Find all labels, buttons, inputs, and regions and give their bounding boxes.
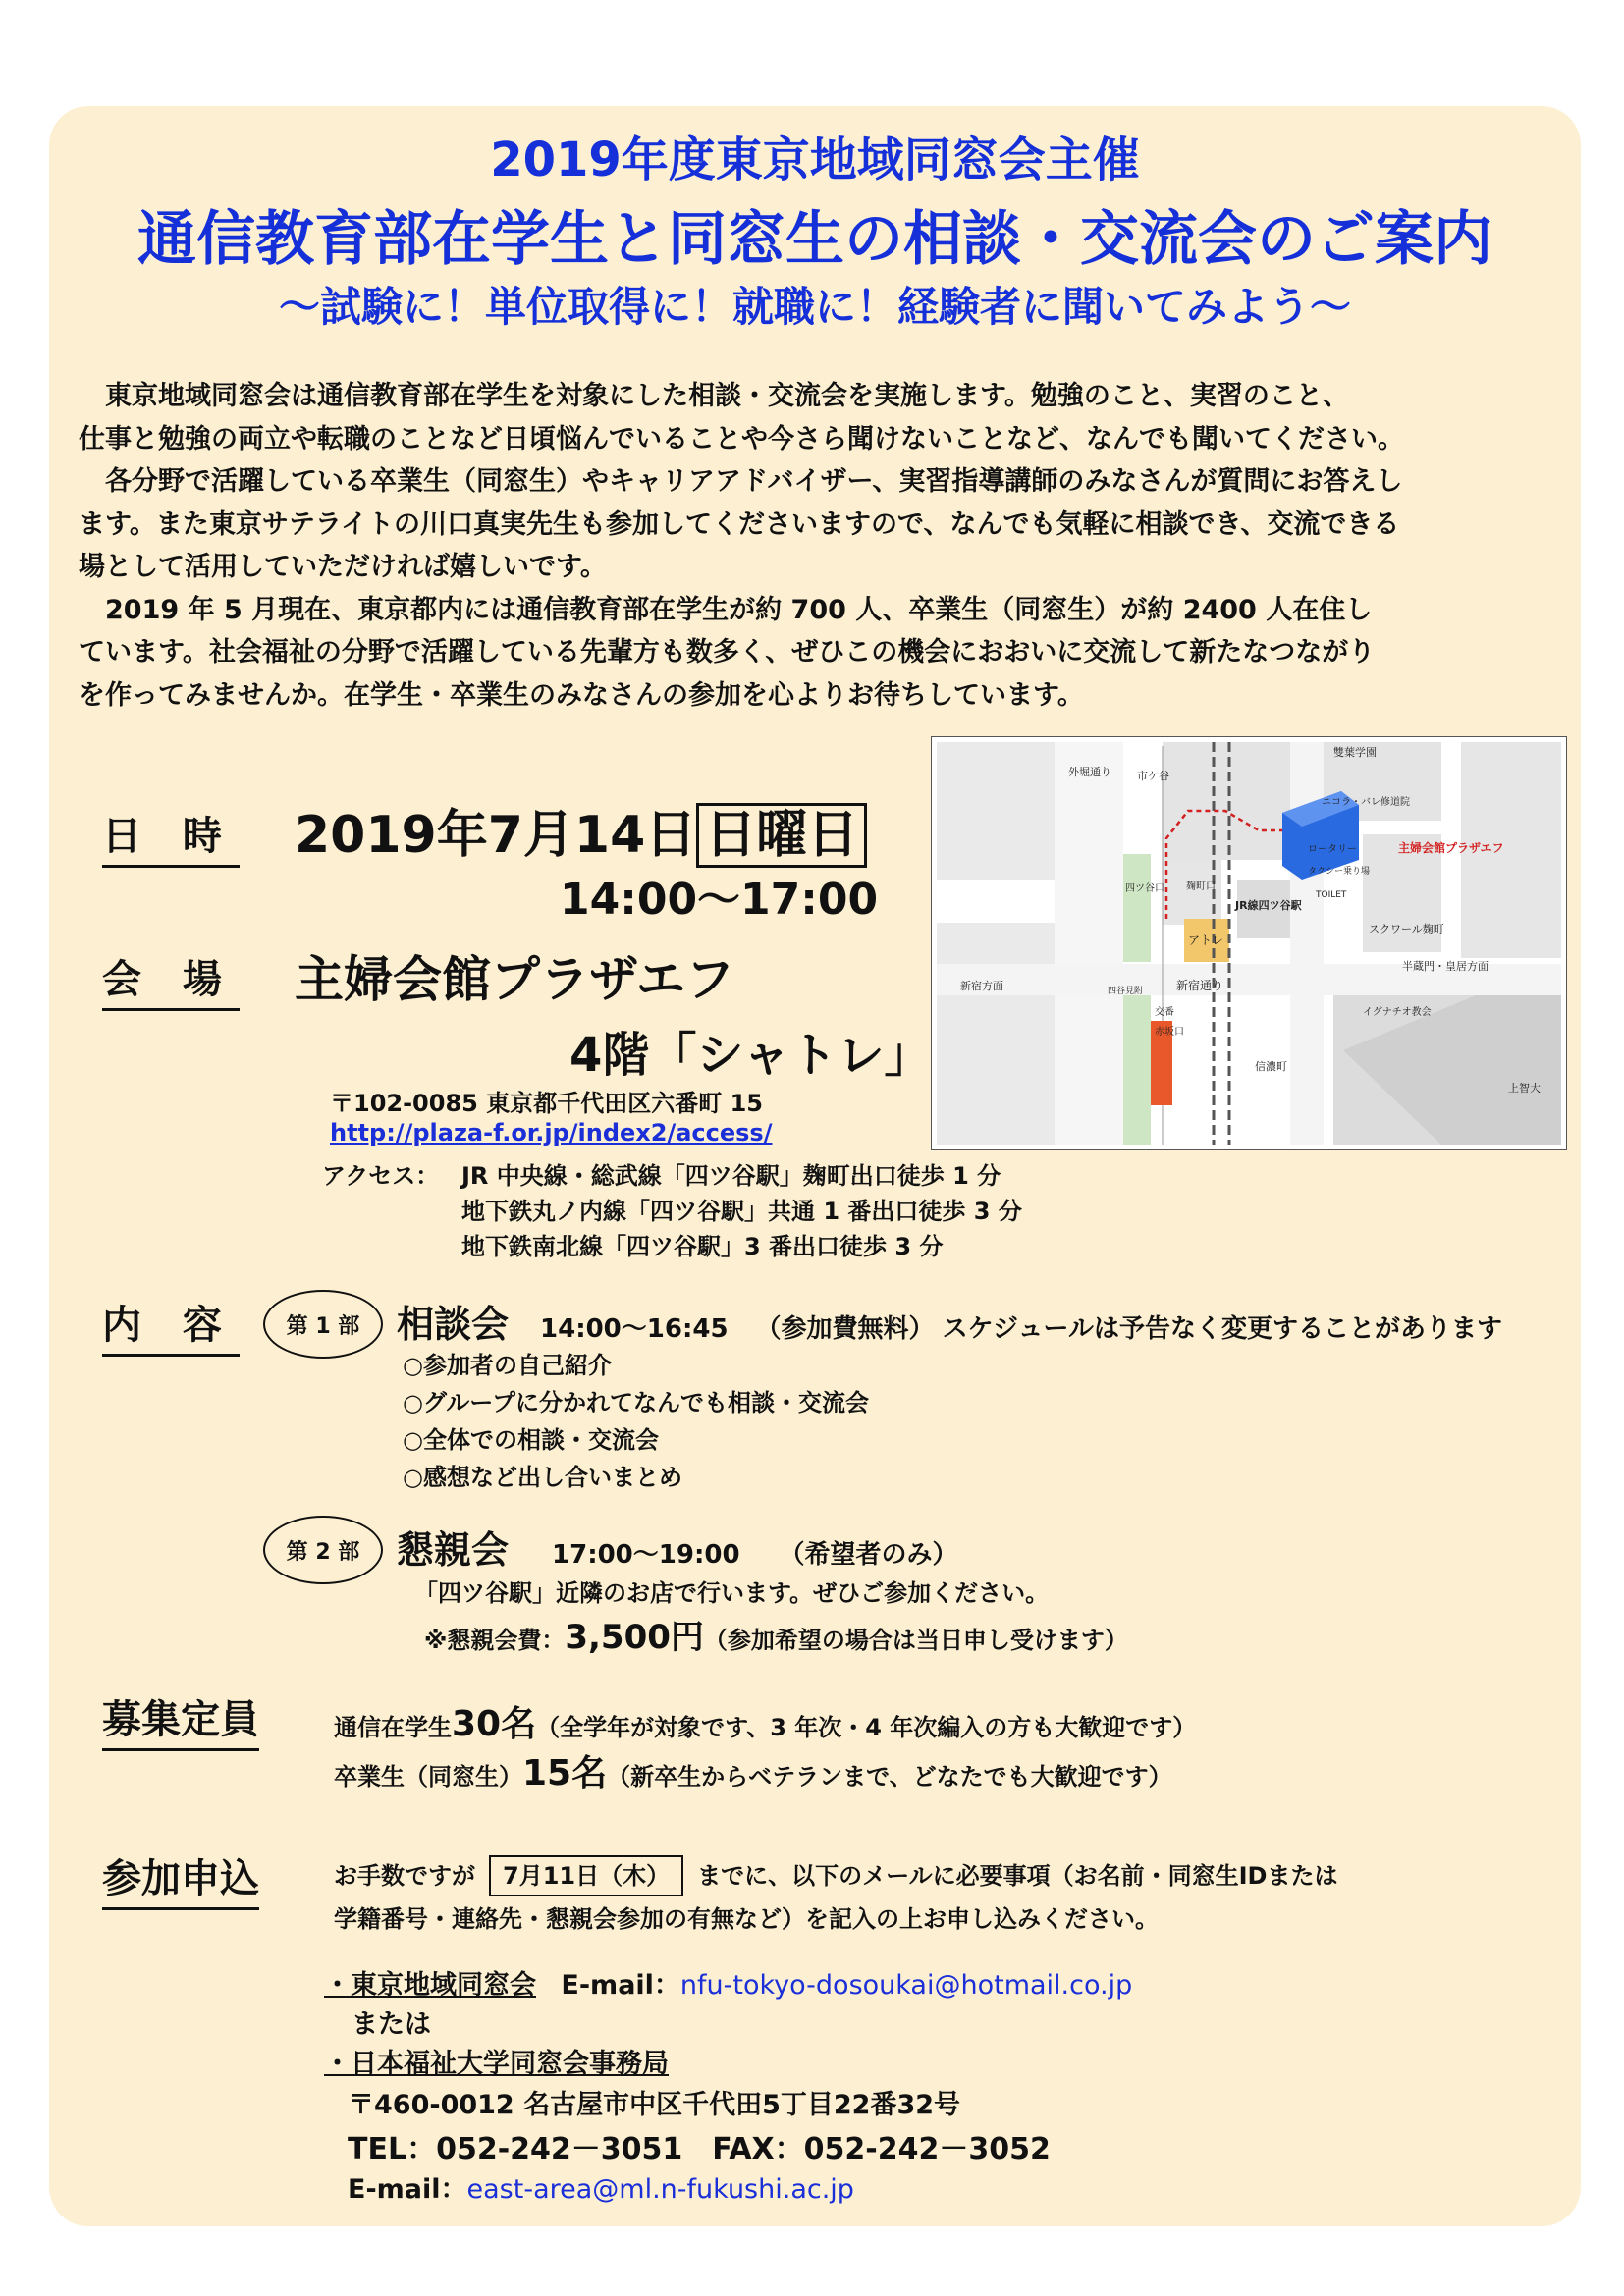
- contact2-address: 〒460-0012 名古屋市中区千代田5丁目22番32号: [348, 2090, 961, 2120]
- event-weekday: 日曜日: [696, 803, 867, 868]
- intro-line: 東京地域同窓会は通信教育部在学生を対象にした相談・交流会を実施します。勉強のこと、実習のこと、: [79, 381, 1349, 411]
- list-item: ○感想など出し合いまとめ: [403, 1464, 682, 1491]
- list-item: ○全体での相談・交流会: [403, 1426, 659, 1454]
- part2-title: 懇親会: [397, 1528, 510, 1572]
- map-label: 交番: [1155, 1007, 1174, 1018]
- flyer-title-main: 通信教育部在学生と同窓生の相談・交流会のご案内: [137, 205, 1492, 274]
- map-label: 四ツ谷口: [1125, 883, 1164, 894]
- map-label: 麹町口: [1186, 881, 1216, 892]
- map-label: ロータリー: [1308, 844, 1357, 855]
- venue-address: 〒102-0085 東京都千代田区六番町 15: [330, 1090, 763, 1117]
- map-label: 半蔵門・皇居方面: [1402, 960, 1489, 973]
- access-line: 地下鉄南北線「四ツ谷駅」3 番出口徒歩 3 分: [461, 1233, 944, 1260]
- contact2-email-label: E-mail：: [348, 2174, 467, 2205]
- application-line1: [334, 1855, 1337, 1896]
- list-item: ○グループに分かれてなんでも相談・交流会: [403, 1389, 870, 1416]
- part1-header: [397, 1294, 1502, 1348]
- capacity-students: [334, 1696, 1196, 1746]
- part1-fee: （参加費無料）: [755, 1314, 935, 1344]
- venue-url-link[interactable]: http://plaza-f.or.jp/index2/access/: [330, 1119, 773, 1147]
- intro-paragraph: [79, 375, 1532, 717]
- contact1-name: ・東京地域同窓会: [324, 1970, 536, 2001]
- capacity-alumni-num: 15名: [522, 1753, 608, 1793]
- content-heading: 内 容: [102, 1294, 240, 1357]
- application-prefix: お手数ですが: [334, 1862, 475, 1890]
- part2-fee-suffix: （参加希望の場合は当日申し受けます）: [703, 1627, 1128, 1654]
- map-label: JR線四ツ谷駅: [1235, 899, 1302, 912]
- part2-fee-amount: 3,500円: [565, 1618, 704, 1657]
- part2-time: 17:00～19:00: [552, 1540, 740, 1570]
- map-label: スクワール麹町: [1369, 923, 1444, 935]
- map-label: 外堀通り: [1068, 766, 1111, 778]
- part2-header: [397, 1520, 958, 1574]
- map-label: 上智大: [1508, 1082, 1541, 1095]
- contact1: [324, 1963, 1132, 2002]
- map-label: ニコラ・バレ修道院: [1322, 797, 1410, 808]
- capacity-students-suffix: （全学年が対象です、3 年次・4 年次編入の方も大歓迎です）: [536, 1714, 1197, 1741]
- contact2-phone-fax: TEL：052-242－3051 FAX：052-242－3052: [348, 2132, 1051, 2166]
- map-label: タクシー乗り場: [1308, 867, 1371, 877]
- part1-time: 14:00～16:45: [540, 1314, 729, 1344]
- map-label: TOILET: [1316, 890, 1347, 900]
- datetime-heading: 日 時: [102, 805, 240, 868]
- venue-heading: 会 場: [102, 948, 240, 1011]
- map-label-plaza: 主婦会館プラザエフ: [1398, 841, 1504, 855]
- capacity-students-prefix: 通信在学生: [334, 1714, 452, 1741]
- list-item: ○参加者の自己紹介: [403, 1352, 612, 1379]
- contact2-email-link[interactable]: east-area@ml.n-fukushi.ac.jp: [466, 2174, 854, 2205]
- contact1-email-label: E-mail：: [561, 1970, 680, 2001]
- event-date: [295, 793, 867, 867]
- map-label: 新宿方面: [960, 980, 1003, 992]
- map-label: 市ケ谷: [1137, 770, 1169, 782]
- capacity-alumni: [334, 1745, 1172, 1795]
- part2-fee-prefix: ※懇親会費：: [424, 1627, 566, 1654]
- access-line: 地下鉄丸ノ内線「四ツ谷駅」共通 1 番出口徒歩 3 分: [461, 1198, 1022, 1225]
- capacity-students-num: 30名: [452, 1704, 537, 1744]
- flyer-subtitle: ～試験に！単位取得に！就職に！経験者に聞いてみよう～: [278, 283, 1351, 331]
- event-time: 14:00～17:00: [560, 875, 879, 925]
- map-label: 四谷見附: [1108, 987, 1144, 996]
- contact1-email-link[interactable]: nfu-tokyo-dosoukai@hotmail.co.jp: [679, 1970, 1133, 2001]
- part1-note: スケジュールは予告なく変更することがあります: [942, 1314, 1503, 1344]
- part1-list: [403, 1347, 869, 1496]
- intro-line: 各分野で活躍している卒業生（同窓生）やキャリアアドバイザー、実習指導講師のみなさんが質問にお答えし: [79, 466, 1403, 497]
- contact-or: または: [352, 2009, 431, 2040]
- capacity-alumni-prefix: 卒業生（同窓生）: [334, 1763, 522, 1790]
- intro-line: ます。また東京サテライトの川口真実先生も参加してくださいますので、なんでも気軽に相談でき、交流できる: [79, 508, 1400, 540]
- map-label: 雙葉学園: [1333, 746, 1377, 759]
- venue-room: 4階「シャトレ」: [569, 1028, 932, 1083]
- intro-line: 場として活用していただければ嬉しいです。: [79, 552, 607, 582]
- map-label: 赤坂口: [1155, 1027, 1184, 1038]
- part2-badge: 第 2 部: [263, 1516, 383, 1584]
- contact2-email: [348, 2167, 854, 2206]
- application-suffix: までに、以下のメールに必要事項（お名前・同窓生IDまたは: [697, 1862, 1338, 1890]
- access-label: アクセス：: [322, 1162, 440, 1190]
- part1-badge: 第 1 部: [263, 1290, 383, 1359]
- map-label: アトレ: [1188, 934, 1224, 947]
- application-line2: 学籍番号・連絡先・懇親会参加の有無など）を記入の上お申し込みください。: [334, 1905, 1159, 1933]
- application-deadline: 7月11日（木）: [489, 1855, 683, 1896]
- part2-note: （希望者のみ）: [779, 1540, 958, 1570]
- intro-line: ています。社会福祉の分野で活躍している先輩方も数多く、ぜひこの機会におおいに交流して新たなつながり: [79, 637, 1376, 667]
- part2-fee: [424, 1610, 1128, 1659]
- capacity-alumni-suffix: （新卒生からベテランまで、どなたでも大歓迎です）: [607, 1763, 1172, 1790]
- intro-line: を作ってみませんか。在学生・卒業生のみなさんの参加を心よりお待ちしています。: [79, 679, 1084, 711]
- event-date-text: 2019年7月14日: [295, 806, 697, 865]
- intro-line: 仕事と勉強の両立や転職のことなど日頃悩んでいることや今さら聞けないことなど、なんでも聞いてください。: [79, 423, 1404, 454]
- part1-title: 相談会: [397, 1303, 510, 1346]
- contact2-name: ・日本福祉大学同窓会事務局: [324, 2049, 669, 2079]
- intro-line: 2019 年 5 月現在、東京都内には通信教育部在学生が約 700 人、卒業生（同窓生）が約 2400 人在住し: [79, 594, 1373, 625]
- application-heading: 参加申込: [102, 1847, 259, 1910]
- venue-map: [931, 736, 1567, 1150]
- map-label: イグナチオ教会: [1363, 1007, 1432, 1018]
- access-line: JR 中央線・総武線「四ツ谷駅」麹町出口徒歩 1 分: [461, 1162, 1001, 1190]
- capacity-heading: 募集定員: [102, 1688, 259, 1751]
- part2-line1: 「四ツ谷駅」近隣のお店で行います。ぜひご参加ください。: [414, 1579, 1050, 1607]
- map-label: 信濃町: [1255, 1060, 1287, 1073]
- map-label: 新宿通り: [1176, 979, 1224, 992]
- venue-name: 主婦会館プラザエフ: [295, 951, 734, 1008]
- flyer-title-organizer: 2019年度東京地域同窓会主催: [490, 133, 1140, 187]
